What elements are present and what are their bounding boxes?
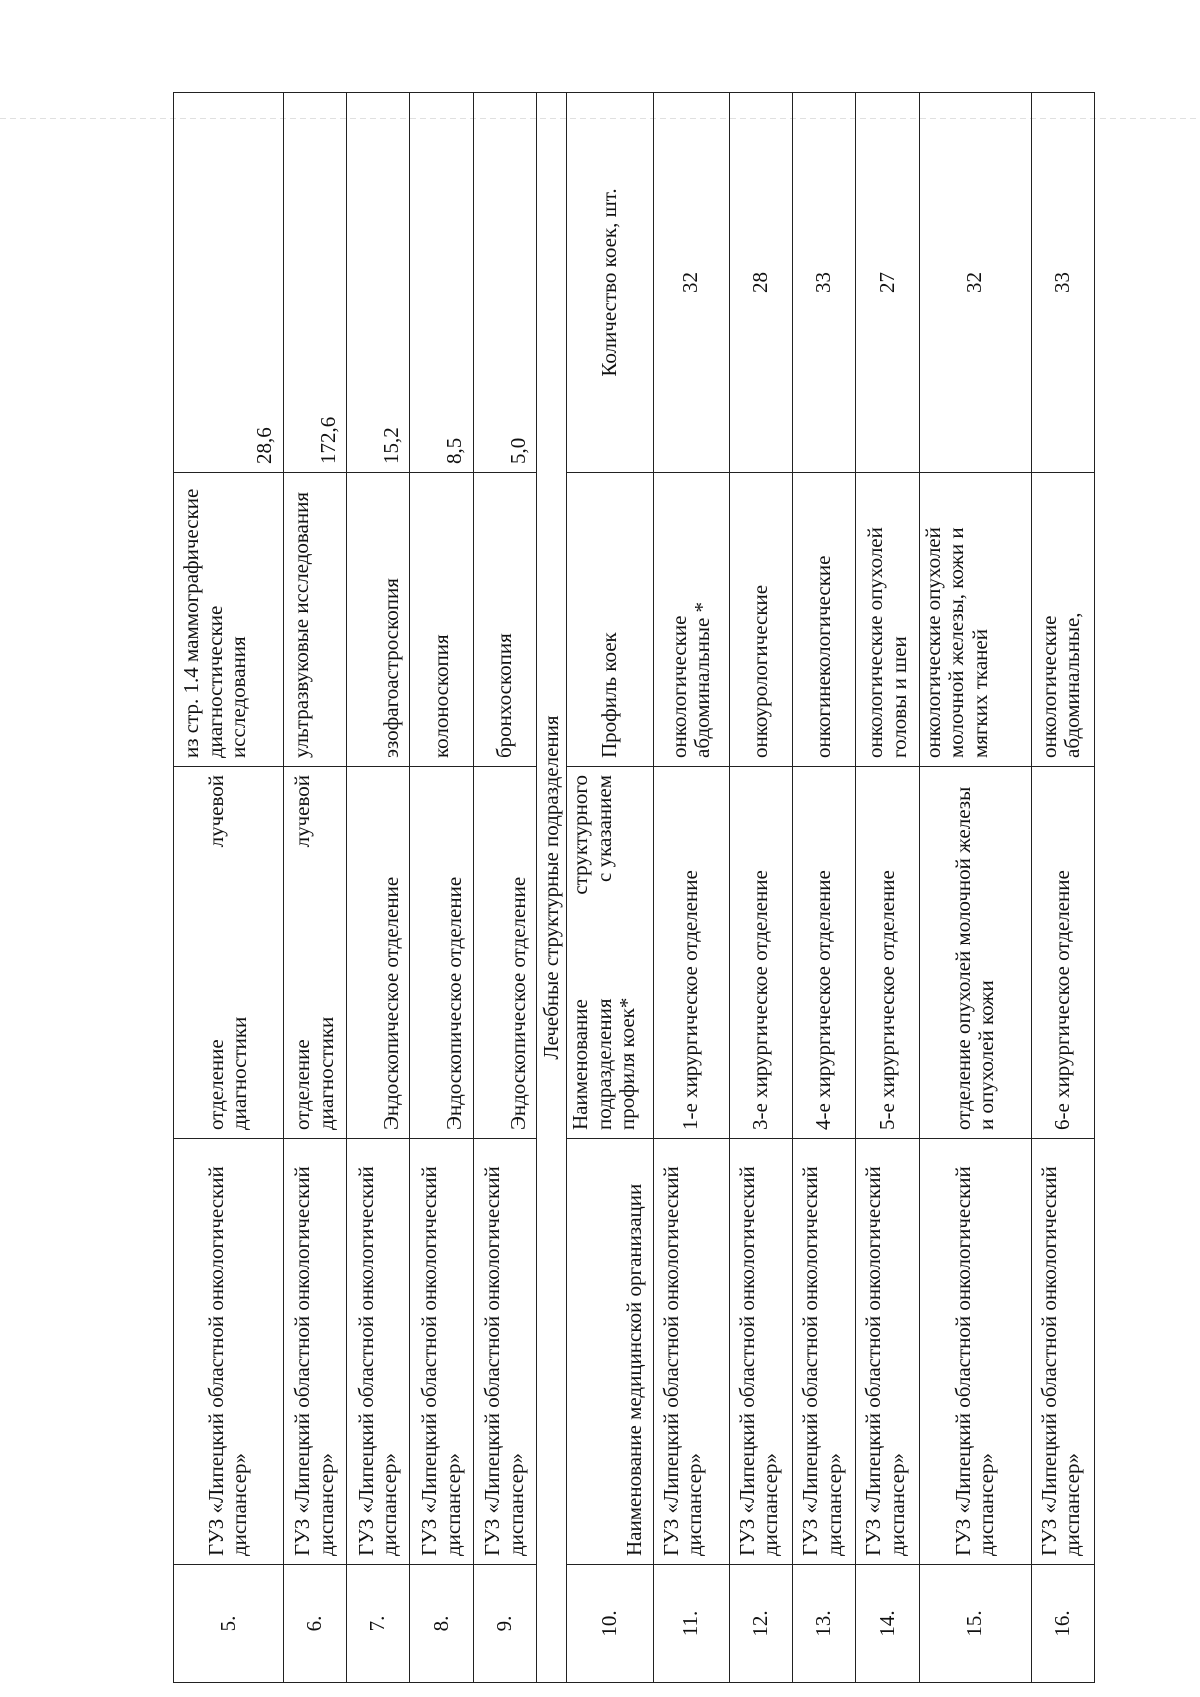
- org-name: ГУЗ «Липецкий областной онкологический диспансер»: [283, 1139, 346, 1565]
- unit-name: 5-е хирургическое отделение: [856, 767, 919, 1139]
- bed-profile: онкологические опухолей головы и шеи: [856, 473, 919, 767]
- unit-word-b: лучевой: [203, 775, 228, 848]
- header-unit-3: профиля коек*: [615, 997, 640, 1130]
- bed-count: 27: [856, 93, 919, 473]
- bed-profile: онкологические абдоминальные,: [1031, 473, 1094, 767]
- row-number: 12.: [729, 1565, 792, 1683]
- unit-word-a: отделение: [290, 1039, 315, 1130]
- table-row: [473, 93, 536, 1683]
- org-name: ГУЗ «Липецкий областной онкологический диспансер»: [1031, 1139, 1094, 1565]
- rotated-page: [173, 93, 1095, 1683]
- bed-profile: онкологические абдоминальные *: [653, 473, 729, 767]
- bed-count: 28: [729, 93, 792, 473]
- row-number: 16.: [1031, 1565, 1094, 1683]
- row-number: 14.: [856, 1565, 919, 1683]
- header-unit-2a: подразделения: [591, 998, 616, 1130]
- value-cell: 15,2: [347, 93, 410, 473]
- unit-name: 4-е хирургическое отделение: [793, 767, 856, 1139]
- bed-count: 32: [919, 93, 1031, 473]
- unit-name: Эндоскопическое отделение: [410, 767, 473, 1139]
- org-name: ГУЗ «Липецкий областной онкологический диспансер»: [856, 1139, 919, 1565]
- table-row: [729, 93, 792, 1683]
- header-org: Наименование медицинской организации: [567, 1139, 654, 1565]
- header-unit: [567, 767, 654, 1139]
- org-name: ГУЗ «Липецкий областной онкологический диспансер»: [793, 1139, 856, 1565]
- unit-word-c: диагностики: [227, 1016, 252, 1130]
- row-number: 7.: [347, 1565, 410, 1683]
- bed-count: 33: [793, 93, 856, 473]
- value-cell: 5,0: [473, 93, 536, 473]
- table-row: [1031, 93, 1094, 1683]
- unit-name: 1-е хирургическое отделение: [653, 767, 729, 1139]
- table-row: [856, 93, 919, 1683]
- unit-name: Эндоскопическое отделение: [473, 767, 536, 1139]
- unit-name: 6-е хирургическое отделение: [1031, 767, 1094, 1139]
- bed-count: 33: [1031, 93, 1094, 473]
- bed-profile: онкоурологические: [729, 473, 792, 767]
- research-type: бронхоскопия: [473, 473, 536, 767]
- unit-name: [283, 767, 346, 1139]
- unit-word-b: лучевой: [290, 775, 315, 848]
- row-number: 6.: [283, 1565, 346, 1683]
- header-row: [567, 93, 654, 1683]
- header-unit-1b: структурного: [568, 775, 593, 895]
- bed-profile: онкологические опухолей молочной железы, кожи и мягких тканей: [919, 473, 1031, 767]
- header-unit-2b: с указанием: [591, 775, 616, 882]
- unit-name: отделение опухолей молочной железы и опухолей кожи: [919, 767, 1031, 1139]
- header-unit-1a: Наименование: [568, 999, 593, 1130]
- unit-name: [174, 767, 284, 1139]
- bed-profile: онкогинекологические: [793, 473, 856, 767]
- org-name: ГУЗ «Липецкий областной онкологический диспансер»: [919, 1139, 1031, 1565]
- row-number: 9.: [473, 1565, 536, 1683]
- org-name: ГУЗ «Липецкий областной онкологический диспансер»: [347, 1139, 410, 1565]
- unit-name: 3-е хирургическое отделение: [729, 767, 792, 1139]
- org-name: ГУЗ «Липецкий областной онкологический диспансер»: [473, 1139, 536, 1565]
- bed-count: 32: [653, 93, 729, 473]
- table-row: [919, 93, 1031, 1683]
- unit-name: Эндоскопическое отделение: [347, 767, 410, 1139]
- org-name: ГУЗ «Липецкий областной онкологический диспансер»: [174, 1139, 284, 1565]
- row-number: 15.: [919, 1565, 1031, 1683]
- research-type: ультразвуковые исследования: [283, 473, 346, 767]
- unit-word-a: отделение: [203, 1039, 228, 1130]
- section-title: Лечебные структурные подразделения: [537, 93, 567, 1683]
- value-cell: 28,6: [174, 93, 284, 473]
- header-profile: Профиль коек: [567, 473, 654, 767]
- value-cell: 172,6: [283, 93, 346, 473]
- table-row: [174, 93, 284, 1683]
- data-table: [173, 92, 1095, 1683]
- table-row: [283, 93, 346, 1683]
- research-type: эзофагоастроскопия: [347, 473, 410, 767]
- research-type: колоноскопия: [410, 473, 473, 767]
- table-row: [793, 93, 856, 1683]
- table-row: [653, 93, 729, 1683]
- row-number: 10.: [567, 1565, 654, 1683]
- table-row: [347, 93, 410, 1683]
- org-name: ГУЗ «Липецкий областной онкологический диспансер»: [729, 1139, 792, 1565]
- org-name: ГУЗ «Липецкий областной онкологический диспансер»: [410, 1139, 473, 1565]
- value-cell: 8,5: [410, 93, 473, 473]
- section-row: [537, 93, 567, 1683]
- research-type: из стр. 1.4 маммографические диагностические исследования: [174, 473, 284, 767]
- row-number: 5.: [174, 1565, 284, 1683]
- org-name: ГУЗ «Липецкий областной онкологический диспансер»: [653, 1139, 729, 1565]
- row-number: 11.: [653, 1565, 729, 1683]
- table-row: [410, 93, 473, 1683]
- row-number: 8.: [410, 1565, 473, 1683]
- row-number: 13.: [793, 1565, 856, 1683]
- header-beds: Количество коек, шт.: [567, 93, 654, 473]
- unit-word-c: диагностики: [313, 1016, 338, 1130]
